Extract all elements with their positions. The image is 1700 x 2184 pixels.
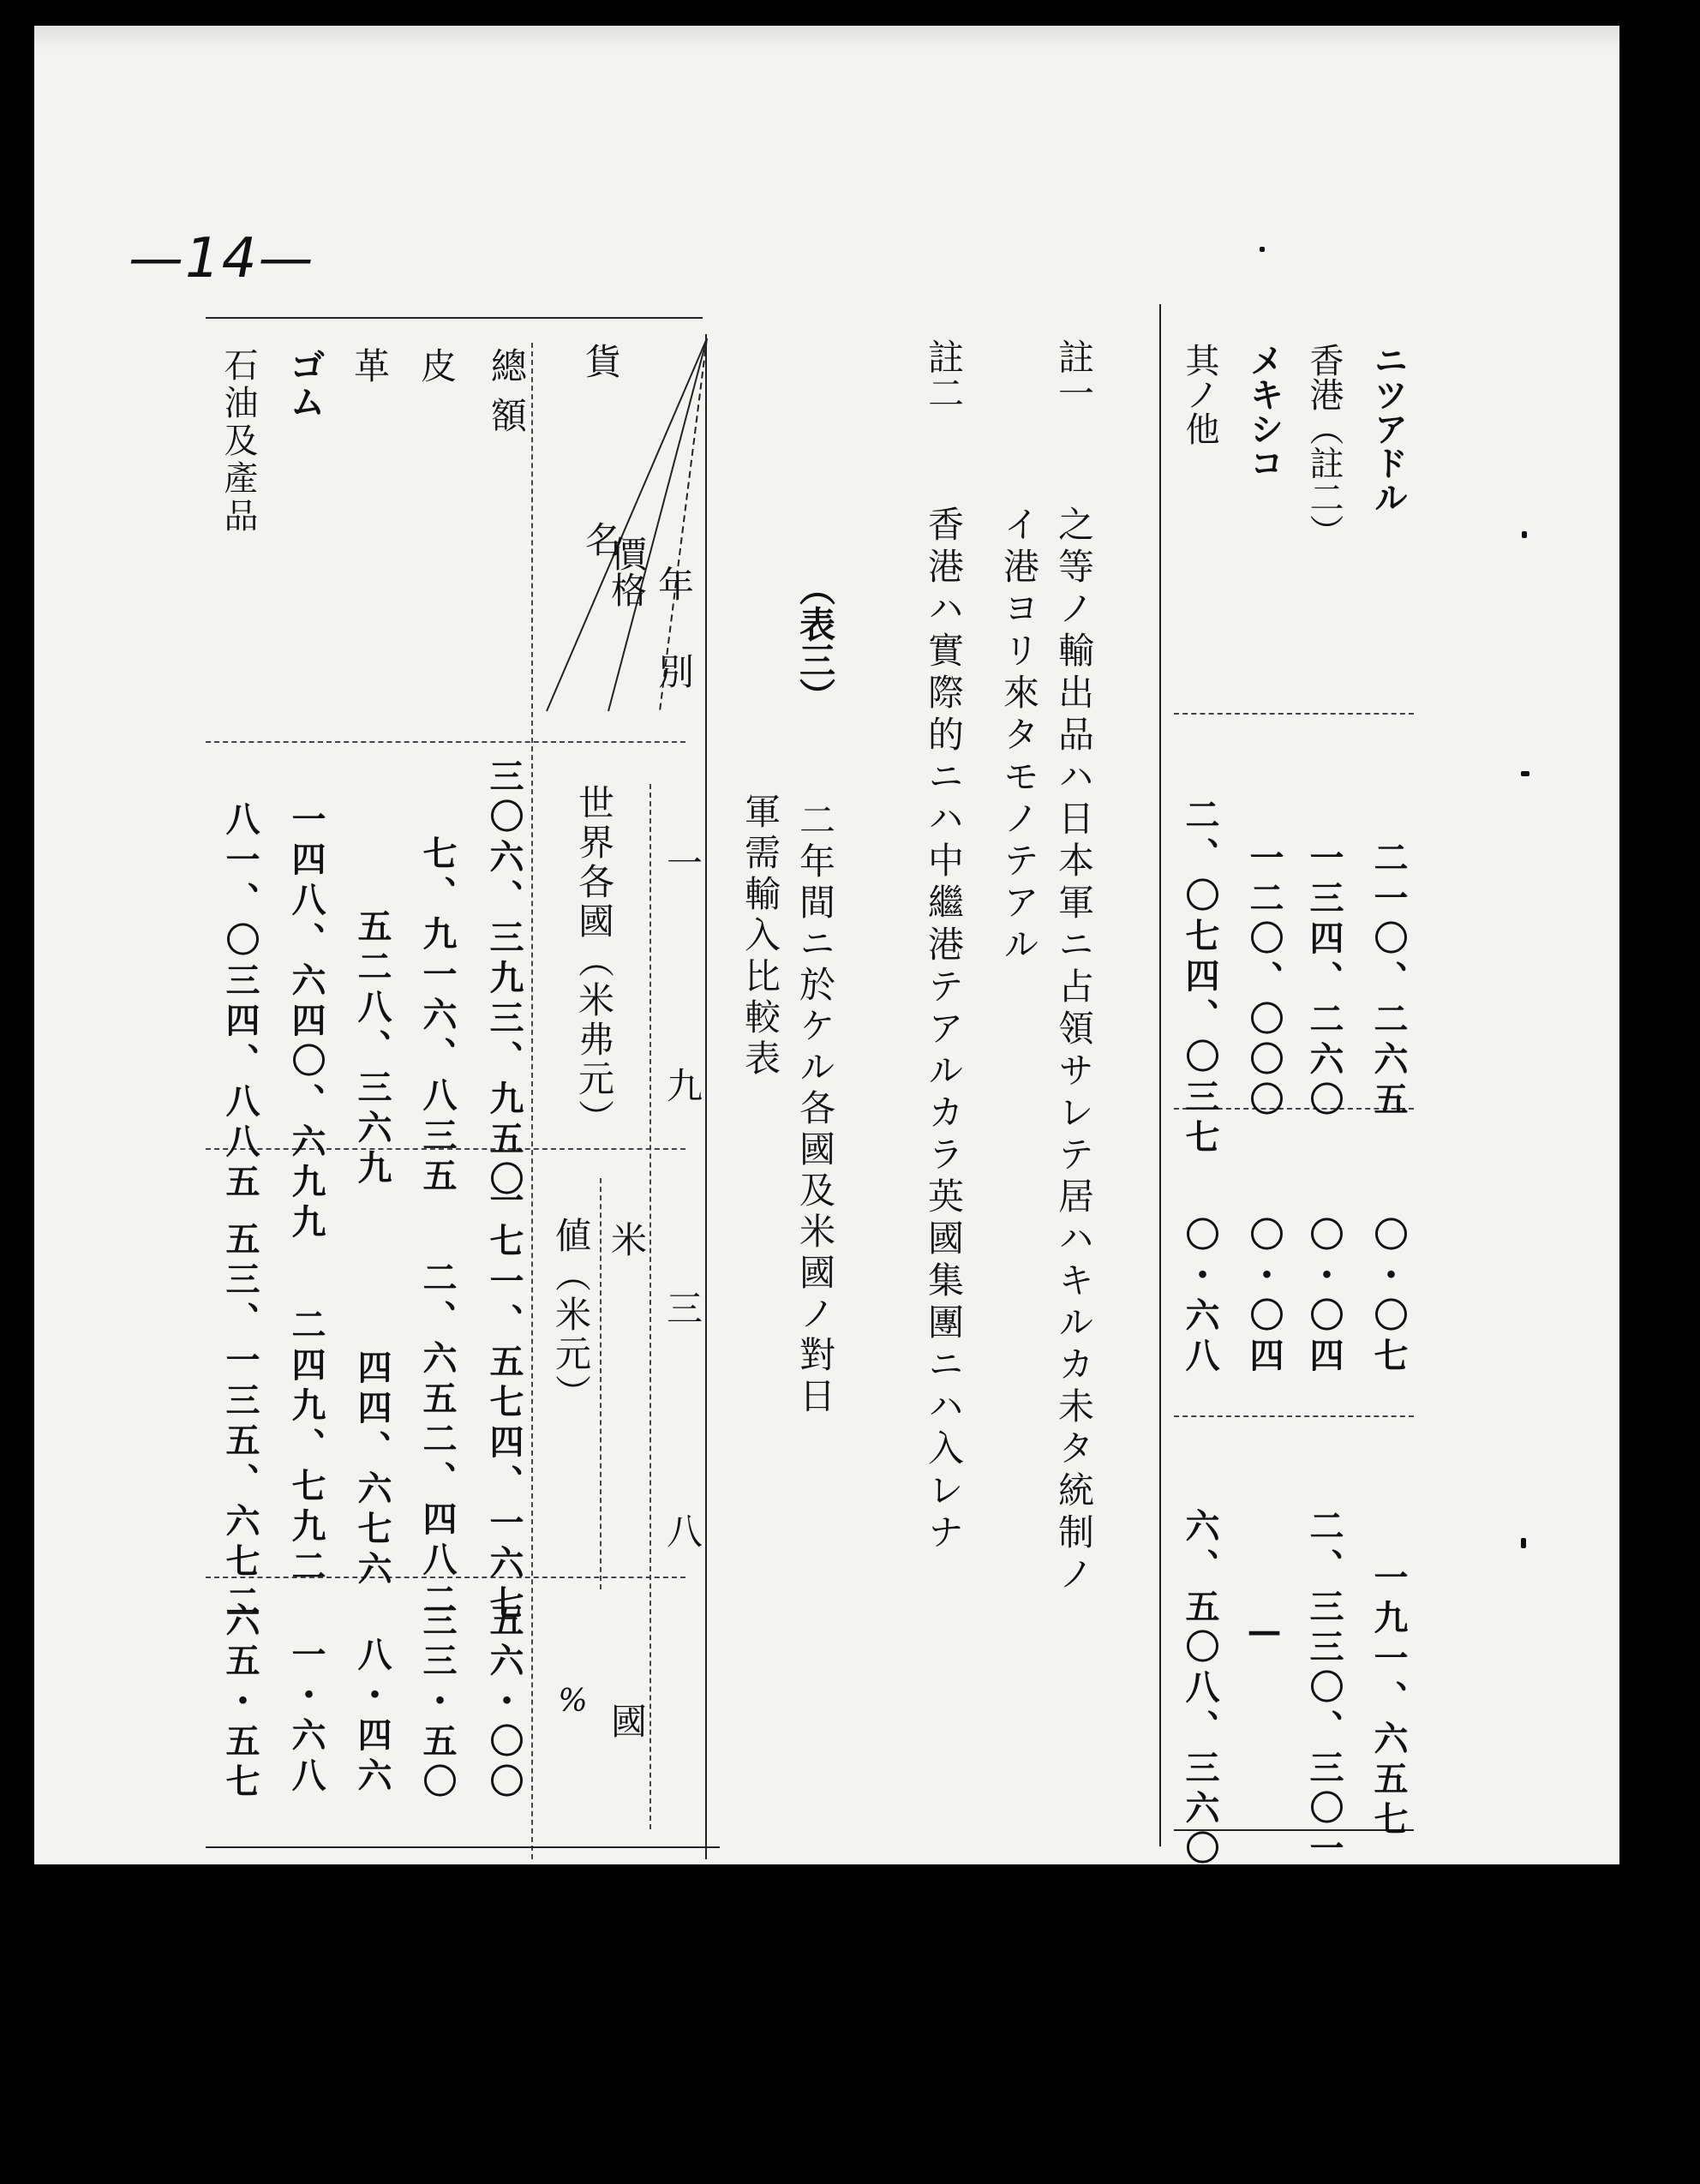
- note-2-label: 註二: [923, 338, 965, 410]
- usa-value-leather: 二、六五二、四八二: [417, 1260, 458, 1622]
- col-usa-heading: 米國: [606, 1221, 648, 2184]
- top-row-value-1: 二、〇七四、〇三七: [1180, 797, 1220, 1159]
- top-row-value-2: 〇・〇四: [1304, 1217, 1344, 1378]
- top-row-value-1: 一三四、二六〇: [1304, 840, 1344, 1122]
- pct-value-rubber: 一・六八: [286, 1637, 326, 1798]
- pct-value-petroleum: 六五・五七: [220, 1602, 260, 1804]
- world-value-petroleum: 八一、〇三四、八八五: [220, 801, 260, 1204]
- scan-speck: [1522, 531, 1527, 538]
- top-row-value-3: 六、五〇八、三六〇: [1180, 1508, 1220, 1870]
- table-title-line-2: 軍需輸入比較表: [739, 793, 781, 1080]
- top-row-value-2: 〇・〇七: [1368, 1217, 1409, 1378]
- note-1-text: 之等ノ輸出品ハ日本軍ニ占領サレテ居ハキルカ未タ統制ノ: [1053, 506, 1095, 1597]
- top-row-value-3: 一九一、六五七: [1368, 1559, 1409, 1841]
- page-edge-shadow: [34, 26, 1619, 51]
- header-year-label: 年別: [653, 565, 695, 740]
- world-value-rubber: 一四八、六四〇、六九九: [286, 801, 326, 1244]
- world-usa-rule: [649, 784, 651, 1829]
- usa-inner-rule: [600, 1178, 602, 1589]
- goods-name-hides: 革: [349, 347, 391, 383]
- top-row-name: メキシコ: [1244, 343, 1284, 480]
- top-row-name: 香港（註二）: [1304, 343, 1344, 548]
- col-world-heading: 世界各國（米弗元）: [573, 784, 615, 1139]
- top-table-rule-1: [1174, 713, 1414, 715]
- header-price-label-top: 價格: [606, 536, 648, 607]
- goods-name-petroleum: 石油及產品: [218, 347, 258, 536]
- col-value-heading: 値（米元）: [550, 1217, 592, 1414]
- world-value-total: 三〇六、三九三、九五〇: [484, 758, 524, 1201]
- pct-value-hides: 八・四六: [352, 1637, 392, 1798]
- scan-speck: [1521, 1538, 1526, 1548]
- page-number: —14—: [129, 227, 315, 290]
- top-table-left-rule: [1159, 304, 1161, 1846]
- world-value-leather: 七、九一六、八三五: [417, 835, 458, 1198]
- pct-value-total: 五六・〇〇: [484, 1602, 524, 1804]
- top-row-name: 其ノ他: [1180, 343, 1219, 446]
- scan-speck: [1521, 771, 1529, 776]
- goods-name-leather: 皮: [416, 347, 458, 383]
- table-label: （表三）: [794, 570, 836, 714]
- goods-name-rubber: ゴム: [284, 347, 326, 419]
- usa-value-rubber: 二四九、七九二: [286, 1307, 326, 1589]
- top-row-value-1: 一二〇、〇〇〇: [1244, 840, 1284, 1122]
- top-row-value-3: 二、三三〇、三〇一: [1304, 1508, 1344, 1870]
- world-value-hides: 五二八、三六九: [352, 908, 392, 1190]
- top-row-value-1: 二一〇、二六五: [1368, 840, 1409, 1122]
- header-goods-label: 貨名: [580, 343, 622, 557]
- year-label: 一九三八: [661, 844, 703, 1735]
- top-row-value-3: —: [1244, 1611, 1284, 1657]
- top-row-value-2: 〇・六八: [1180, 1217, 1220, 1378]
- scan-speck: [1260, 247, 1265, 252]
- usa-value-hides: 四四、六七六: [352, 1349, 392, 1591]
- note-2-text: 香港ハ實際的ニハ中繼港テアルカラ英國集團ニハ入レナ: [923, 506, 965, 1555]
- top-row-value-2: 〇・〇四: [1244, 1217, 1284, 1378]
- table-title-line-1: 二年間ニ於ケル各國及米國ノ對日: [794, 801, 836, 1418]
- pct-value-leather: 三三・五〇: [417, 1602, 458, 1804]
- header-total-label: 總額: [486, 347, 528, 446]
- usa-value-petroleum: 五三、一三五、六七二: [220, 1221, 260, 1624]
- note-1-label: 註一: [1053, 338, 1095, 410]
- col-pct-heading: %: [555, 1684, 590, 1719]
- top-row-name: ニツアドル: [1368, 343, 1409, 514]
- top-table-rule-3: [1174, 1415, 1414, 1417]
- main-table-top-rule: [206, 317, 703, 319]
- usa-value-total: 一七一、五七四、一六七: [484, 1182, 524, 1625]
- note-1-continuation: イ港ヨリ來タモノテアル: [998, 506, 1040, 967]
